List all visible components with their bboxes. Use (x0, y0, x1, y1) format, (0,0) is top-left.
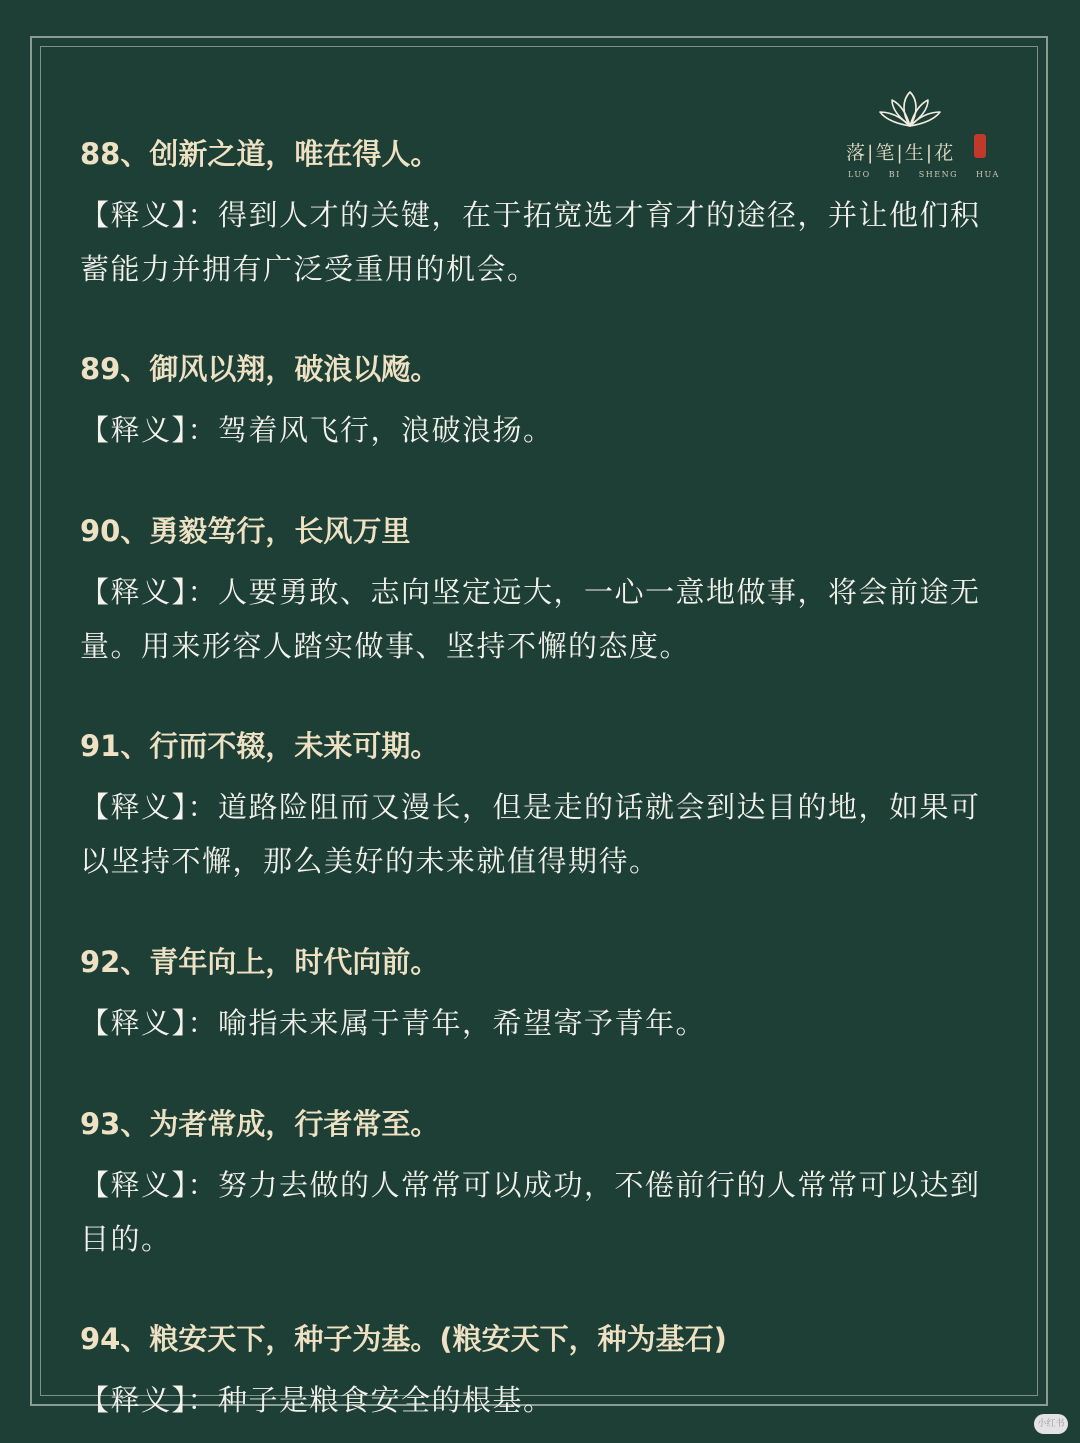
entry-92 (80, 942, 990, 1050)
entry-title: 92、青年向上，时代向前。 (80, 945, 440, 979)
entry-explanation: 【释义】：喻指未来属于青年，希望寄予青年。 (80, 1006, 707, 1040)
entry-explanation: 【释义】：得到人才的关键，在于拓宽选才育才的途径，并让他们积蓄能力并拥有广泛受重用的机会。 (80, 198, 981, 286)
entry-title: 93、为者常成，行者常至。 (80, 1107, 440, 1141)
entry-title: 89、御风以翔，破浪以飏。 (80, 352, 440, 386)
logo-chinese-text: 落|笔|生|花 (846, 142, 956, 164)
watermark-badge: 小红书 (1034, 1414, 1068, 1434)
entry-explanation: 【释义】：努力去做的人常常可以成功，不倦前行的人常常可以达到目的。 (80, 1168, 981, 1256)
entry-91 (80, 726, 990, 888)
entry-explanation: 【释义】：种子是粮食安全的根基。 (80, 1383, 554, 1417)
entry-title: 94、粮安天下，种子为基。(粮安天下，种为基石) (80, 1322, 727, 1356)
lotus-icon (876, 88, 944, 132)
entry-88 (80, 134, 990, 296)
entry-explanation: 【释义】：驾着风飞行，浪破浪扬。 (80, 413, 554, 447)
entry-explanation: 【释义】：道路险阻而又漫长，但是走的话就会到达目的地，如果可以坚持不懈，那么美好的未来就值得期待。 (80, 790, 981, 878)
entry-title: 88、创新之道，唯在得人。 (80, 137, 440, 171)
logo-roman-text: LUO BI SHENG HUA (848, 170, 1000, 179)
entry-90 (80, 511, 990, 673)
entry-94 (80, 1319, 990, 1427)
entry-title: 91、行而不辍，未来可期。 (80, 729, 440, 763)
entry-89 (80, 349, 990, 457)
entry-93 (80, 1104, 990, 1266)
entry-explanation: 【释义】：人要勇敢、志向坚定远大，一心一意地做事，将会前途无量。用来形容人踏实做事、坚持不懈的态度。 (80, 575, 981, 663)
entry-title: 90、勇毅笃行，长风万里 (80, 514, 411, 548)
